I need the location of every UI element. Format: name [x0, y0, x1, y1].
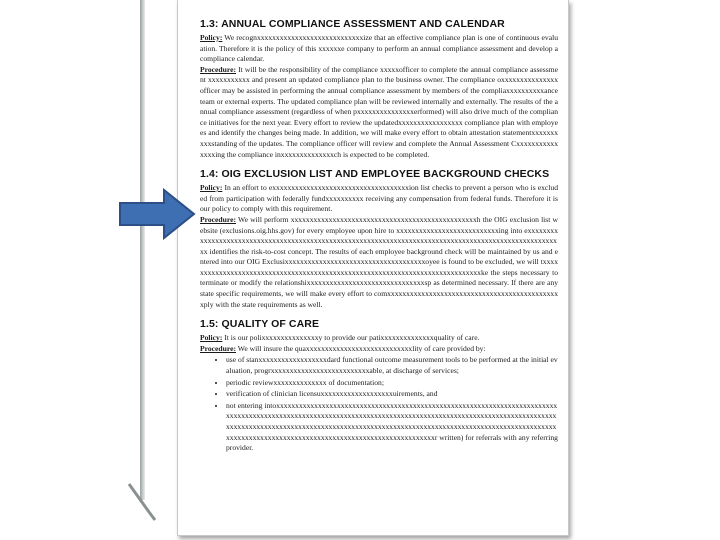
procedure-label: Procedure:	[200, 343, 236, 353]
pointer-arrow-icon	[118, 188, 196, 240]
corner-decoration	[127, 482, 157, 522]
procedure-label: Procedure:	[200, 214, 236, 224]
section-oig-exclusion	[200, 168, 558, 310]
policy-paragraph	[200, 333, 558, 344]
procedure-label: Procedure:	[200, 64, 236, 74]
list-item: • not entering intoxxxxxxxxxxxxxxxxxxxxxxxxxxxxxxxxxxxxxxxxxxxxxxxxxxxxxxxxxxxxxxxxxxxxxxxxxxxxxxxxxxxxxxxxxxxxxxxxxxxxxxxxxxxxxxxxxxxxxxxxxxxxxxxxxxxxxxxxxxxxxxxxxxxxxxxxxxxxxxxxxxxxxxxxxxxxxxxxxxxxxxxxxxxxxxxxxxxxxxxxxxxxxxxxxxxxxxxxxxxxxxxxxxxxxxxxxxxxxxxxxxxxxxxxxxxxxxxxxxxxxxxxxxxxxxxxxxxxxxxxxxxxxxxxxxxxxxxxxxxxxxxr written) for referrals with any referring provider.	[226, 401, 558, 454]
policy-text: In an effort to exxxxxxxxxxxxxxxxxxxxxxxxxxxxxxxxxxxxion list checks to prevent a person who is excluded from participation with federally fundxxxxxxxxxx receiving any compensation from federal funds. Therefore it is our policy to comply with this requirement.	[200, 183, 558, 214]
policy-text: We recognxxxxxxxxxxxxxxxxxxxxxxxxxxxxize that an effective compliance plan is one of continuous evaluation. Therefore it is the policy of this xxxxxxe company to perform an annual compliance assessment and develop a compliance calendar.	[200, 33, 558, 64]
procedure-text: We will perform xxxxxxxxxxxxxxxxxxxxxxxxxxxxxxxxxxxxxxxxxxxxxxxxxh the OIG exclusion list website (exclusions.oig.hhs.gov) for every employee upon hire to xxxxxxxxxxxxxxxxxxxxxxxxxxxing into exxxxxxxxxxxxxxxxxxxxxxxxxxxxxxxxxxxxxxxxxxxxxxxxxxxxxxxxxxxxxxxxxxxxxxxxxxxxxxxxxxxxxxxxxxxxxxxxxxxxxxxx identifies the risk-to-cost concept. The results of each employee background check will be maintained by us and entered into our OIG Exclusixxxxxxxxxxxxxxxxxxxxxxxxxxxxxxxxxxxxxoyee is found to be excluded, we will txxxxxxxxxxxxxxxxxxxxxxxxxxxxxxxxxxxxxxxxxxxxxxxxxxxxxxxxxxxxxxxxxxxxxxxxxxxxxxke the steps necessary to terminate or modify the relationshixxxxxxxxxxxxxxxxxxxxxxxxxxxxxxxsp as determined necessary. If there are any state specific requirements, we will make every effort to comxxxxxxxxxxxxxxxxxxxxxxxxxxxxxxxxxxxxxxxxxxxxxxply with the state requirements as well.	[200, 214, 558, 309]
section-quality-of-care	[200, 318, 558, 454]
policy-paragraph	[200, 183, 558, 215]
list-item: • verification of clinician licensuxxxxxxxxxxxxxxxxxxxuirements, and	[226, 389, 558, 400]
policy-text: It is our polixxxxxxxxxxxxxxxy to provide our patixxxxxxxxxxxxxxquality of care.	[222, 333, 480, 343]
section-annual-compliance	[200, 18, 558, 160]
policy-label: Policy:	[200, 333, 223, 343]
procedure-text: It will be the responsibility of the compliance xxxxxofficer to complete the annual compliance assessment xxxxxxxxxxx and present an updated compliance plan to the business owner. The compliance oxxxxxxxxxxxxxxxofficer may be assisted in performing the annual compliance assessment by members of the compliaxxxxxxxxxxance team or external experts. The updated compliance plan will be reviewed internally and externally. The results of the annual compliance assessment (regardless of when pxxxxxxxxxxxxxxxerformed) will also drive much of the compliance initiatives for the next year. Every effort to review the updatedxxxxxxxxxxxxxxxxx compliance plan with employees and identify the changes being made. In addition, we will make every effort to obtain attestation statementxxxxxxxxxxstanding of the updates. The compliance officer will review and complete the Annual Assessment Cxxxxxxxxxxxxxxxing the compliance inxxxxxxxxxxxxxxch is expected to be completed.	[200, 64, 558, 159]
section-heading: 1.3: ANNUAL COMPLIANCE ASSESSMENT AND CALENDAR	[200, 18, 505, 30]
policy-label: Policy:	[200, 33, 223, 42]
document-page	[177, 0, 569, 536]
section-heading: 1.4: OIG EXCLUSION LIST AND EMPLOYEE BACKGROUND CHECKS	[200, 168, 550, 181]
section-heading: 1.5: QUALITY OF CARE	[200, 318, 320, 331]
procedure-text: We will insure the quaxxxxxxxxxxxxxxxxxxxxxxxxxxxxlity of care provided by:	[236, 343, 486, 353]
procedure-paragraph	[200, 344, 558, 355]
procedure-paragraph	[200, 65, 558, 160]
quality-bullet-list	[200, 355, 558, 453]
list-item: • periodic reviewxxxxxxxxxxxxxx of documentation;	[226, 378, 558, 389]
policy-paragraph	[200, 33, 558, 65]
list-item: • use of stanxxxxxxxxxxxxxxxxxxdard functional outcome measurement tools to be performed at the initial evaluation, progrxxxxxxxxxxxxxxxxxxxxxxxxxxable, at discharge of services;	[226, 355, 558, 376]
policy-label: Policy:	[200, 183, 223, 193]
procedure-paragraph	[200, 215, 558, 310]
left-decorative-rule	[140, 0, 145, 500]
